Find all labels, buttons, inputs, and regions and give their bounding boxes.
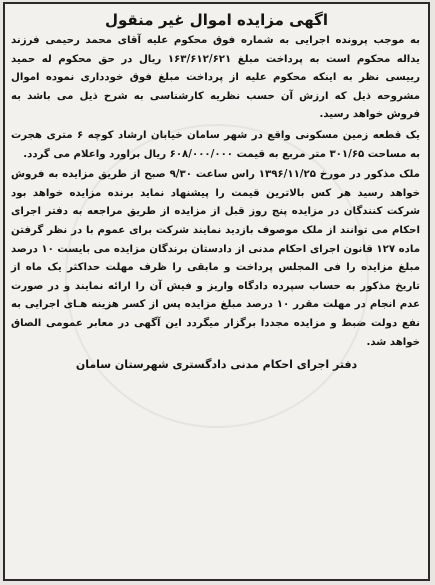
notice-paragraph-case: به موجب پرونده اجرایی به شماره فوق محکوم علیه آقای محمد رحیمی فرزند یداله محکوم است به پرداخت مبلغ ۱۶۳/۶۱۲/۶۲۱ ریال در حق محکوم له حمید رییسی نظر به اینکه محکوم علیه از پرداخت مبلغ فوق خودداری نموده اموال مشروحه ذیل که ارزش آن حسب نظریه کارشناسی به شرح ذیل می باشد به فروش خواهد رسید. <box>11 35 420 121</box>
notice-paragraph-auction-terms: ملک مذکور در مورخ ۱۳۹۶/۱۱/۲۵ راس ساعت ۹/۳۰ صبح از طریق مزایده به فروش خواهد رسید هر کس بالاترین قیمت را پیشنهاد نماید برنده مزایده خواهد بود شرکت کنندگان در مزایده پنج روز قبل از مزایده از طریق مراجعه به دفتر اجرای احکام می توانند از ملک موصوف بازدید نمایند شرکت برای عموم با در نظر گرفتن ماده ۱۲۷ قانون اجرای احکام مدنی از دادستان برندگان مزایده می بایست ۱۰ درصد مبلغ مزایده را فی المجلس پرداخت و مابقی را ظرف مهلت حداکثر یک ماه از تاریخ مذکور به حساب سپرده دادگاه واریز و فیش آن را ارائه نمایند و در صورت عدم انجام در مهلت مقرر ۱۰ درصد مبلغ مزایده پس از کسر هزینه هـای اجرایی به نفع دولت ضبط و مزایده مجددا برگزار میگردد این آگهی در معابر عمومی الصاق خواهد شد. <box>11 169 421 348</box>
notice-signature: دفتر اجرای احکام مدنی دادگستری شهرستان سامان <box>75 358 358 372</box>
notice-paragraph-property: یک قطعه زمین مسکونی واقع در شهر سامان خیابان ارشاد کوچه ۶ متری هجرت به مساحت ۳۰۱/۶۵ متر مربع به قیمت ۶۰۸/۰۰۰/۰۰۰ ریال براورد واعلام می گردد. <box>11 129 420 160</box>
notice-title: اگهی مزایده اموال غیر منقول <box>104 11 329 29</box>
auction-notice <box>3 2 430 581</box>
